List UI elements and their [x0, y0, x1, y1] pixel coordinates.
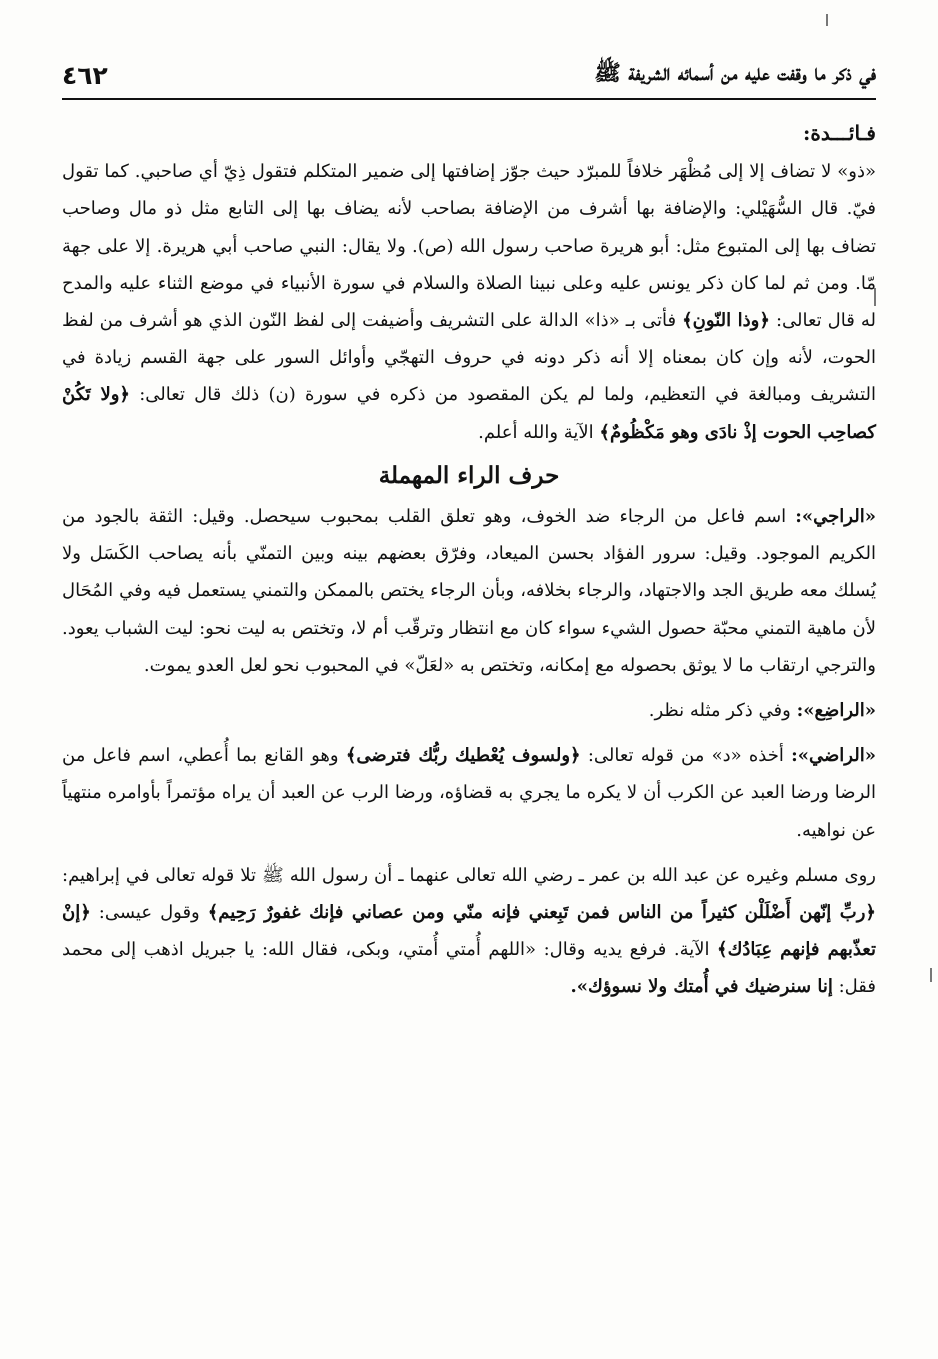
hadith-quote: إنا سنرضيك في أُمتك ولا نسوؤك». — [570, 976, 833, 998]
scan-mark — [826, 14, 828, 26]
text: وقول عيسى: — [98, 902, 200, 924]
text: وهو القانع بما أُعطي، اسم فاعل من الرضا ورضا العبد عن الكرب أن لا يكره ما يجري به قضاؤه، ورضا الرب عن العبد أن يراه مؤتمراً بأوامره منتهياً عن نواهيه. — [62, 745, 876, 841]
text: الآية والله أعلم. — [478, 421, 594, 443]
entry-term: «الراضي»: — [791, 745, 876, 767]
section-title: حرف الراء المهملة — [378, 461, 560, 489]
scan-mark — [930, 968, 932, 982]
text: أخذه «د» من قوله تعالى: — [587, 745, 784, 767]
page-body — [62, 115, 876, 1006]
quran-quote: ﴿ولا تَكُنْ كصاحِب الحوت إذْ نادَى وهو مَكْظُومٌ﴾ — [62, 384, 876, 443]
quran-quote: ﴿إنْ تعذّبهم فإنهم عِبَادُك﴾ — [62, 902, 876, 961]
text: روى مسلم وغيره عن عبد الله بن عمر ـ رضي الله تعالى عنهما ـ أن رسول الله ﷺ تلا قوله تعالى في إبراهيم: — [62, 864, 876, 886]
paragraph-dhu — [62, 153, 876, 451]
text: «ذو» لا تضاف إلا إلى مُظْهَر خلافاً للمبرّد حيث جوّز إضافتها إلى ضمير المتكلم فتقول ذِيّ أي صاحبي. كما تقول فيّ. قال السُّهَيْلي: والإضافة بها أشرف من الإضافة بصاحب لأنه يضاف بها إلى التابع مثل ذو مال وصاحب تضاف بها إلى المتبوع مثل: أبو هريرة صاحب رسول الله (ص). ولا يقال: النبي صاحب أبي هريرة. إلا على جهة مّا. ومن ثم لما كان ذكر يونس عليه وعلى نبينا الصلاة والسلام في سورة الأنبياء في موضع الثناء عليه والمدح له قال تعالى: — [62, 161, 876, 332]
quran-quote: ﴿ربِّ إنّهن أَضْلَلْن كثيراً من الناس فمن تَبِعني فإنه منّي ومن عصاني فإنك غفورٌ رَحِيم﴾ — [207, 902, 876, 924]
header-title: في ذكر ما وقفت عليه من أسمائه الشريفة ﷺ — [594, 60, 876, 86]
text: الآية. فرفع يديه وقال: «اللهم أُمتي أُمتي، وبكى، فقال الله: يا جبريل اذهب إلى محمد فقل: — [62, 939, 876, 998]
fa-label: فـائـــدة: — [802, 121, 876, 145]
text: وفي ذكر مثله نظر. — [648, 700, 791, 722]
text: فأتى بـ «ذا» الدالة على التشريف وأضيفت إلى لفظ النّون الذي هو أشرف من لفظ الحوت، لأنه وإن كان بمعناه إلا أنه ذكر دونه في حروف التهجّي وأوائل السور على جهة القسم زيادة في التشريف ومبالغة في التعظيم، ولما لم يكن المقصود من ذكره في سورة (ن) ذلك قال تعالى: — [62, 310, 877, 406]
text: اسم فاعل من الرجاء ضد الخوف، وهو تعلق القلب بمحبوب سيحصل. وقيل: الثقة بالجود من الكريم الموجود. وقيل: سرور الفؤاد بحسن الميعاد، وفرّق بعضهم بينه وبين التمنّي بأنه يصاحب الكَسَل ولا يُسلك معه طريق الجد والاجتهاد، والرجاء بخلافه، وبأن الرجاء يختص بالممكن والتمني يستعمل فيه وفي المُحَال لأن ماهية التمني محبّة حصول الشيء سواء كان مع انتظار وترقّب أم لا، وتختص به ليت نحو: ليت الشباب يعود. والترجي ارتقاب ما لا يوثق بحصوله مع إمكانه، وتختص به «لعَلّ» في المحبوب نحو لعل العدو يموت. — [62, 506, 876, 676]
paragraph-radi3 — [62, 692, 876, 729]
quran-quote: ﴿وذا النّونِ﴾ — [682, 310, 770, 332]
fa-heading — [62, 115, 876, 153]
running-header — [62, 52, 876, 100]
quran-quote: ﴿ولسوف يُعْطيك ربُّك فترضى﴾ — [345, 745, 581, 767]
paragraph-radi — [62, 737, 876, 849]
paragraph-hadith — [62, 857, 876, 1006]
entry-term: «الراجي»: — [795, 506, 876, 528]
paragraph-raji — [62, 498, 876, 684]
entry-term: «الراضِع»: — [796, 700, 876, 722]
page-number: ٤٦٢ — [62, 60, 108, 90]
